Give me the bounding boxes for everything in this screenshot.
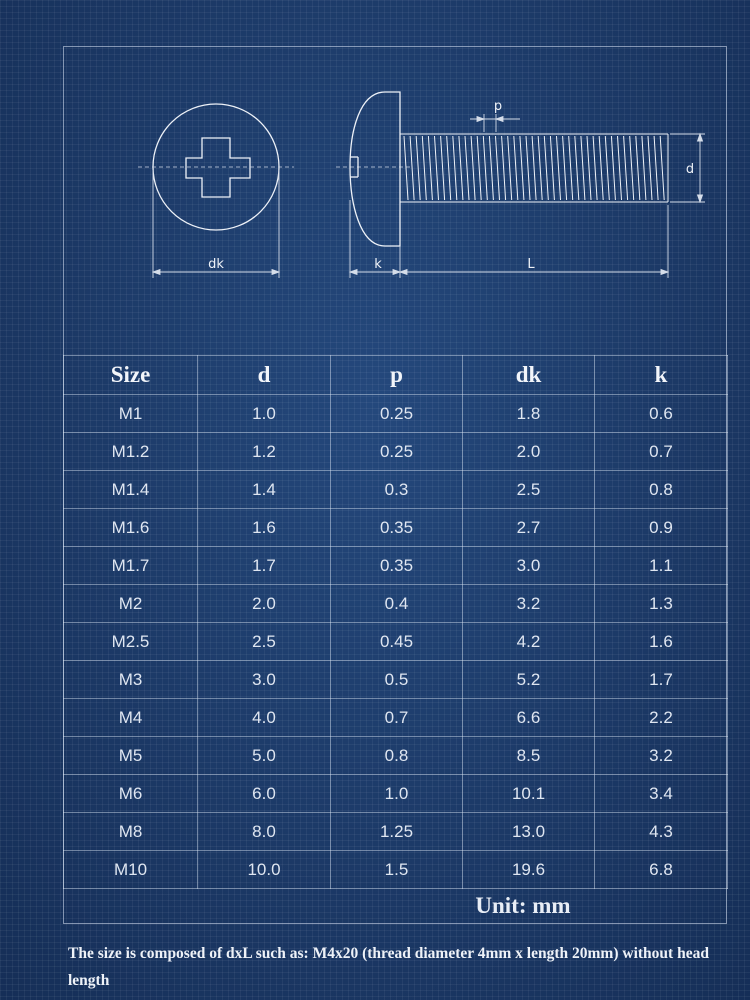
table-cell: 0.6 [595,395,728,433]
header-dk: dk [463,356,595,395]
table-cell: 1.25 [331,813,463,851]
table-cell: 10.0 [198,851,331,889]
table-cell: 0.25 [331,433,463,471]
table-cell: 2.5 [463,471,595,509]
table-cell: 4.3 [595,813,728,851]
table-cell: 8.5 [463,737,595,775]
table-cell: 2.5 [198,623,331,661]
threaded-shank [400,134,668,202]
dim-label-dk: dk [208,257,224,272]
table-cell: 13.0 [463,813,595,851]
unit-label: Unit: mm [475,893,571,918]
table-cell: M2 [64,585,198,623]
table-cell: 1.1 [595,547,728,585]
table-cell: 1.8 [463,395,595,433]
table-cell: 8.0 [198,813,331,851]
table-row [64,699,728,737]
phillips-cross-recess-icon [186,138,250,197]
table-cell: 0.7 [595,433,728,471]
table-row [64,775,728,813]
table-cell: 4.0 [198,699,331,737]
table-cell: M1.7 [64,547,198,585]
table-cell: M4 [64,699,198,737]
unit-row [63,888,727,924]
table-cell: M1 [64,395,198,433]
table-row [64,547,728,585]
table-cell: 3.0 [198,661,331,699]
table-cell: 2.0 [463,433,595,471]
table-cell: M1.4 [64,471,198,509]
dim-label-k: k [374,257,382,272]
table-cell: 1.2 [198,433,331,471]
table-cell: 1.4 [198,471,331,509]
table-row [64,585,728,623]
table-row [64,623,728,661]
table-cell: 0.9 [595,509,728,547]
dim-label-d: d [685,162,695,177]
table-row [64,813,728,851]
table-cell: 2.0 [198,585,331,623]
table-cell: 6.0 [198,775,331,813]
table-cell: 0.8 [331,737,463,775]
table-cell: 1.0 [198,395,331,433]
table-cell: M10 [64,851,198,889]
table-cell: 0.35 [331,547,463,585]
table-cell: 0.3 [331,471,463,509]
table-cell: 1.5 [331,851,463,889]
header-size: Size [64,356,198,395]
table-cell: M6 [64,775,198,813]
table-cell: 1.6 [595,623,728,661]
table-cell: M5 [64,737,198,775]
table-cell: 5.2 [463,661,595,699]
table-row [64,395,728,433]
table-cell: 0.35 [331,509,463,547]
table-cell: 3.2 [595,737,728,775]
table-row [64,737,728,775]
table-header-row [64,356,728,395]
table-cell: 3.0 [463,547,595,585]
table-cell: 3.2 [463,585,595,623]
table-cell: 3.4 [595,775,728,813]
table-cell: 1.0 [331,775,463,813]
table-cell: M1.6 [64,509,198,547]
table-row [64,851,728,889]
table-cell: 2.2 [595,699,728,737]
table-cell: 1.7 [595,661,728,699]
screw-dimension-drawing [0,0,750,355]
dim-label-p: p [493,99,503,114]
header-d: d [198,356,331,395]
size-note: The size is composed of dxL such as: M4x20 (thread diameter 4mm x length 20mm) without head length [68,945,709,989]
dim-label-L: L [527,257,535,272]
table-row [64,661,728,699]
table-cell: 0.25 [331,395,463,433]
table-cell: M8 [64,813,198,851]
table-cell: 6.6 [463,699,595,737]
table-cell: 1.6 [198,509,331,547]
table-cell: 0.45 [331,623,463,661]
table-cell: 0.5 [331,661,463,699]
table-cell: 1.3 [595,585,728,623]
table-row [64,471,728,509]
table-cell: 2.7 [463,509,595,547]
table-row [64,509,728,547]
header-p: p [331,356,463,395]
table-cell: 10.1 [463,775,595,813]
table-cell: 6.8 [595,851,728,889]
table-cell: 5.0 [198,737,331,775]
table-cell: M1.2 [64,433,198,471]
size-spec-table [63,355,728,889]
table-row [64,433,728,471]
table-cell: 4.2 [463,623,595,661]
table-cell: 0.4 [331,585,463,623]
table-cell: M2.5 [64,623,198,661]
header-k: k [595,356,728,395]
table-cell: 0.7 [331,699,463,737]
table-cell: M3 [64,661,198,699]
table-cell: 1.7 [198,547,331,585]
table-cell: 19.6 [463,851,595,889]
table-cell: 0.8 [595,471,728,509]
